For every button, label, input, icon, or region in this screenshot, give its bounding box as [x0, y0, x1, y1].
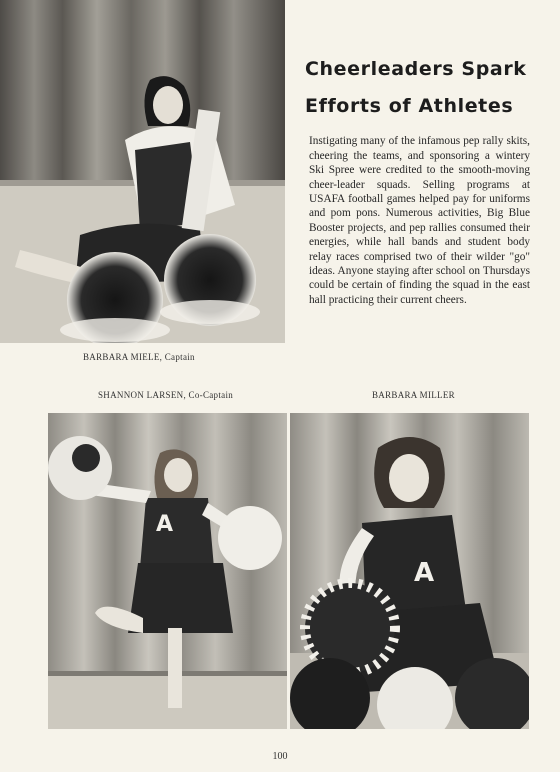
caption-shannon-larsen: SHANNON LARSEN, Co-Captain [98, 390, 234, 400]
caption-barbara-miller: BARBARA MILLER [372, 390, 455, 400]
photo-barbara-miller [290, 413, 529, 729]
article-body: Instigating many of the infamous pep rally skits, cheering the teams, and sponsoring a wintery Ski Spree were credited to the smooth-moving cheer-leader squads. Selling programs at USAFA football games helped pay for uniforms and pom pons. Numerous activities, Big Blue Booster projects, and pep rallies consumed their energies, while hall bands and student body relay races comprised two of their wilder "go" ideas. Anyone staying after school on Thursdays could be certain of finding the squad in the east hall practicing their current cheers. [309, 135, 530, 306]
photo-shannon-larsen [48, 413, 287, 729]
caption-barbara-miele: BARBARA MIELE, Captain [83, 352, 195, 362]
photo-barbara-miele [0, 0, 285, 343]
svg-text:A: A [156, 512, 174, 537]
svg-text:A: A [414, 558, 435, 588]
page-number: 100 [272, 751, 288, 762]
page-title: Cheerleaders Spark Efforts of Athletes [305, 57, 527, 117]
